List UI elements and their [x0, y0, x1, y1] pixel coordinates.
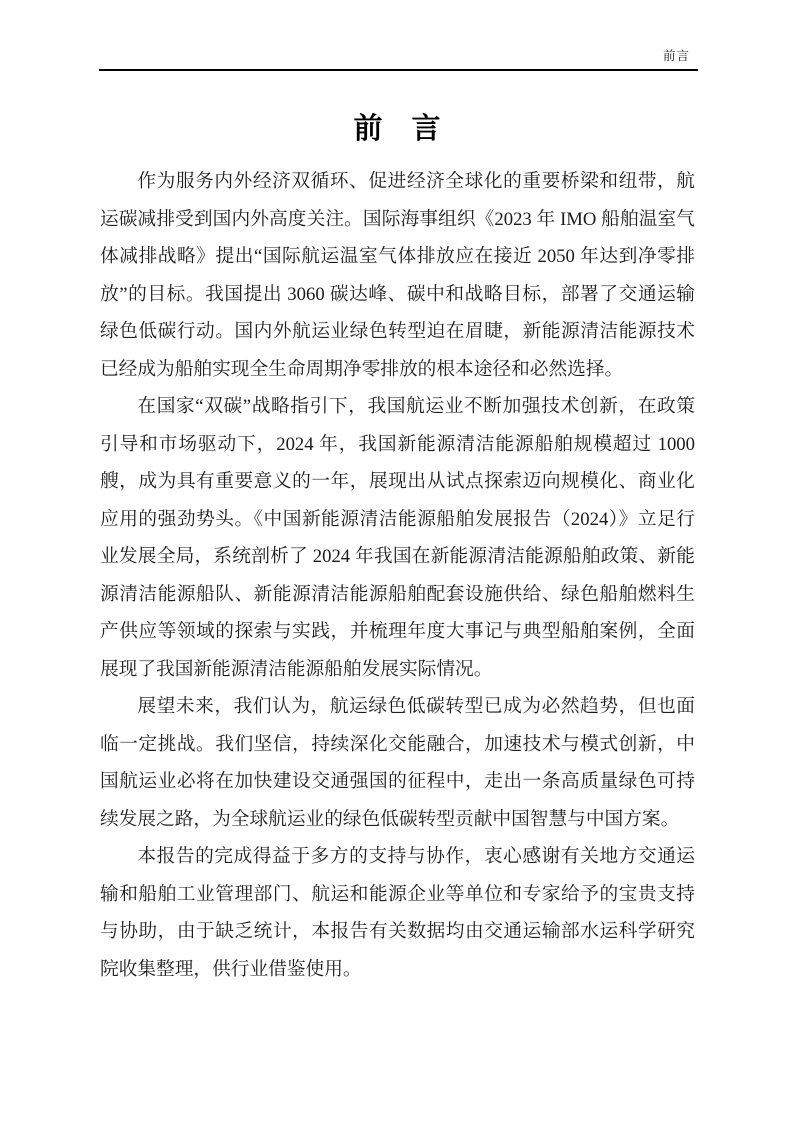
paragraph: 在国家“双碳”战略指引下，我国航运业不断加强技术创新，在政策引导和市场驱动下，2024 年，我国新能源清洁能源船舶规模超过 1000 艘，成为具有重要意义的一年，展现出从试点探索迈向规模化、商业化应用的强劲势头。《中国新能源清洁能源船舶发展报告（2024）》立足行业发展全局，系统剖析了 2024 年我国在新能源清洁能源船舶政策、新能源清洁能源船队、新能源清洁能源船舶配套设施供给、绿色船舶燃料生产供应等领域的探索与实践，并梳理年度大事记与典型船舶案例，全面展现了我国新能源清洁能源船舶发展实际情况。 — [100, 396, 695, 680]
page-title-text: 前 言 — [353, 113, 441, 145]
paragraph: 本报告的完成得益于多方的支持与协作，衷心感谢有关地方交通运输和船舶工业管理部门、航运和能源企业等单位和专家给予的宝贵支持与协助，由于缺乏统计，本报告有关数据均由交通运输部水运科学研究院收集整理，供行业借鉴使用。 — [100, 846, 695, 980]
page-header — [99, 47, 698, 71]
paragraph: 展望未来，我们认为，航运绿色低碳转型已成为必然趋势，但也面临一定挑战。我们坚信，持续深化交能融合，加速技术与模式创新，中国航运业必将在加快建设交通强国的征程中，走出一条高质量绿色可持续发展之路，为全球航运业的绿色低碳转型贡献中国智慧与中国方案。 — [100, 696, 695, 830]
paragraph: 作为服务内外经济双循环、促进经济全球化的重要桥梁和纽带，航运碳减排受到国内外高度关注。国际海事组织《2023 年 IMO 船舶温室气体减排战略》提出“国际航运温室气体排放应在接近 2050 年达到净零排放”的目标。我国提出 3060 碳达峰、碳中和战略目标，部署了交通运输绿色低碳行动。国内外航运业绿色转型迫在眉睫，新能源清洁能源技术已经成为船舶实现全生命周期净零排放的根本途径和必然选择。 — [100, 171, 695, 380]
running-header-label: 前言 — [662, 49, 690, 63]
page-title — [0, 107, 794, 151]
document-body — [100, 163, 695, 988]
